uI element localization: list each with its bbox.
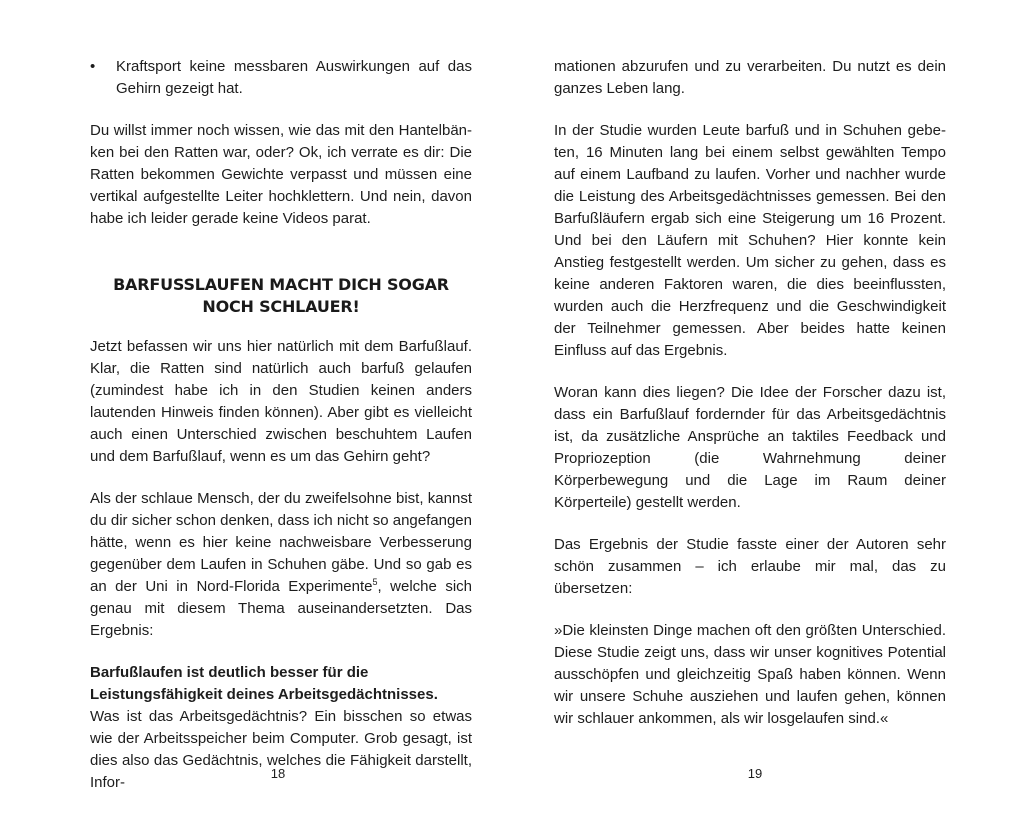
paragraph-arbeitsgedaechtnis: Was ist das Arbeitsgedächtnis? Ein bisschen so etwas wie der Arbeitsspeicher beim Computer. Grob gesagt, ist dies also das Gedächtnis, welches die Fähigkeit darstellt, Infor- — [90, 708, 472, 791]
paragraph-studie: In der Studie wurden Leute barfuß und in Schuhen gebeten, 16 Minuten lang bei einem selbst gewählten Tempo auf einem Laufband zu laufen. Vorher und nachher wurde die Leistung des Arbeitsgedächtnisses gemessen. Bei den Barfußläufern ergab sich eine Steigerung um 16 Prozent. Und bei den Läufern mit Schuhen? Hier konnte kein Anstieg festgestellt werden. Um sicher zu gehen, dass es keine anderen Faktoren waren, die dies beeinflussten, wurden auch die Herzfrequenz und die Geschwindigkeit der Teilnehmer gemessen. Aber beides hatte keinen Einfluss auf das Ergebnis. — [554, 122, 946, 359]
paragraph-experimente — [90, 488, 472, 642]
bullet-item — [90, 56, 472, 100]
paragraph-forscher: Woran kann dies liegen? Die Idee der Forscher dazu ist, dass ein Barfußlauf fordernder für das Arbeitsgedächtnis ist, da zusätzliche Ansprüche an taktiles Feedback und Propriozeption (die Wahrnehmung deiner Körperbewegung und die Lage im Raum deiner Körperteile) gestellt werden. — [554, 384, 946, 511]
paragraph-experimente-text: Als der schlaue Mensch, der du zweifelsohne bist, kannst du dir sicher schon denken, dass ich nicht so angefangen hätte, wenn es hier keine nachweisbare Verbesserung gegenüber dem Laufen in Schuhen gäbe. Und so gab es an der Uni in Nord-Florida Experimente — [90, 490, 472, 595]
section-heading: BARFUSSLAUFEN MACHT DICH SOGAR NOCH SCHLAUER! — [113, 275, 449, 316]
result-subheading: Barfußlaufen ist deutlich besser für die Leistungsfähigkeit deines Arbeitsgedächtnisses. — [90, 664, 438, 703]
right-page — [512, 0, 1024, 833]
bullet-mark: • — [90, 58, 96, 75]
paragraph-barfusslauf: Jetzt befassen wir uns hier natürlich mit dem Barfußlauf. Klar, die Ratten sind natürlich auch barfuß gelaufen (zumindest habe ich in den Studien keinen anders lautenden Hinweis finden können). Aber gibt es vielleicht auch einen Unterschied zwischen beschuhtem Laufen und dem Barfußlauf, wenn es um das Gehirn geht? — [90, 338, 472, 465]
author-quote: »Die kleinsten Dinge machen oft den größten Unterschied. Diese Studie zeigt uns, dass wir unser kognitives Potential ausschöpfen und gleichzeitig Spaß haben können. Wenn wir unsere Schuhe ausziehen und laufen gehen, können wir schlauer ankommen, als wir losgelaufen sind.« — [554, 622, 946, 727]
left-page-content — [90, 56, 472, 814]
paragraph-experimente-continued: , welche sich genau mit diesem Thema auseinandersetzten. Das Ergebnis: — [90, 578, 473, 639]
page-number-right: 19 — [747, 766, 763, 781]
paragraph-hantelbaenke: Du willst immer noch wissen, wie das mit den Hantelbänken bei den Ratten war, oder? Ok, ich verrate es dir: Die Ratten bekommen Gewichte verpasst und müssen eine vertikal aufgestellte Leiter hochklettern. Und nein, davon habe ich leider gerade keine Videos parat. — [90, 122, 472, 227]
right-page-content — [554, 56, 946, 730]
paragraph-ergebnis: Das Ergebnis der Studie fasste einer der Autoren sehr schön zusammen – ich erlaube mir mal, das zu übersetzen: — [554, 536, 946, 597]
footnote-marker: 5 — [372, 577, 378, 587]
page-number-left: 18 — [270, 766, 286, 781]
bullet-text: Kraftsport keine messbaren Auswirkungen auf das Gehirn gezeigt hat. — [116, 58, 472, 97]
paragraph-continuation: mationen abzurufen und zu verarbeiten. Du nutzt es dein ganzes Leben lang. — [554, 58, 946, 97]
